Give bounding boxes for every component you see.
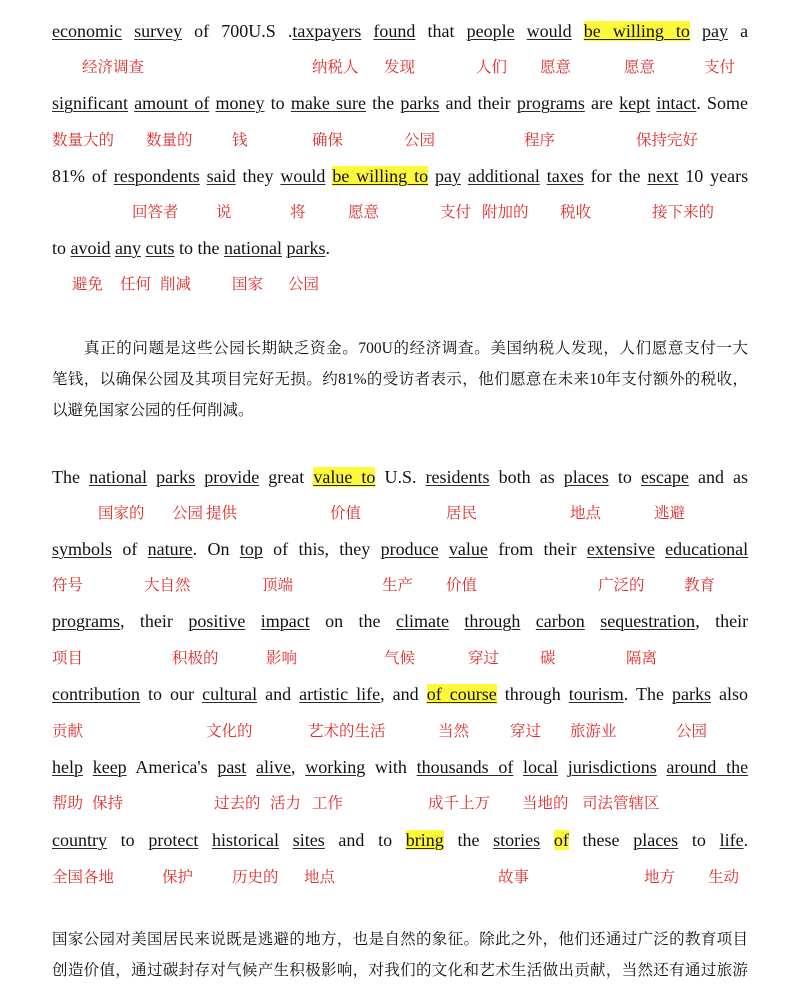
underlined-word: people <box>466 21 515 41</box>
underlined-word: help <box>52 757 83 777</box>
chinese-gloss: 文化的 <box>206 722 253 740</box>
chinese-gloss: 钱 <box>232 131 248 149</box>
underlined-word: protect <box>148 830 199 850</box>
text-run: . Some <box>696 93 748 113</box>
underlined-word: sequestration <box>600 611 696 631</box>
underlined-word: educational <box>665 539 749 559</box>
text-run: The <box>52 467 80 487</box>
underlined-word: local <box>523 757 558 777</box>
chinese-gloss: 工作 <box>312 794 344 812</box>
highlighted-phrase: of <box>553 830 569 850</box>
chinese-gloss: 居民 <box>446 504 478 522</box>
text-run: are <box>591 93 613 113</box>
underlined-word: next <box>647 166 679 186</box>
gloss-row <box>0 575 800 595</box>
chinese-gloss: 说 <box>216 203 232 221</box>
gloss-row <box>0 274 800 294</box>
underlined-word: respondents <box>113 166 200 186</box>
translation-line: 创造价值，通过碳封存对气候产生积极影响，对我们的文化和艺术生活做出贡献，当然还有通过旅游 <box>52 962 748 979</box>
underlined-word: cuts <box>145 238 175 258</box>
chinese-gloss: 程序 <box>524 131 556 149</box>
underlined-word: working <box>305 757 366 777</box>
chinese-gloss: 旅游业 <box>570 722 617 740</box>
chinese-gloss: 过去的 <box>214 794 261 812</box>
chinese-gloss: 司法管辖区 <box>582 794 660 812</box>
gloss-row <box>0 57 800 77</box>
text-run: the <box>372 93 395 113</box>
text-run: through <box>504 684 561 704</box>
chinese-gloss: 隔离 <box>626 649 658 667</box>
text-run: and as <box>697 467 749 487</box>
english-line <box>52 683 748 705</box>
underlined-word: would <box>526 21 572 41</box>
text-run: both as <box>498 467 555 487</box>
underlined-word: life <box>719 830 744 850</box>
underlined-word: residents <box>425 467 490 487</box>
underlined-word: places <box>563 467 609 487</box>
chinese-gloss: 碳 <box>540 649 556 667</box>
chinese-gloss: 数量的 <box>146 131 193 149</box>
underlined-word: tourism <box>568 684 624 704</box>
chinese-gloss: 价值 <box>330 504 362 522</box>
underlined-word: parks <box>156 467 196 487</box>
underlined-word: climate <box>395 611 449 631</box>
underlined-word: top <box>239 539 263 559</box>
text-run: 10 years <box>685 166 749 186</box>
underlined-word: national <box>224 238 282 258</box>
chinese-gloss: 地点 <box>304 868 336 886</box>
gloss-row <box>0 130 800 150</box>
gloss-row <box>0 648 800 668</box>
underlined-word: sites <box>292 830 325 850</box>
underlined-word: nature <box>147 539 193 559</box>
underlined-word: cultural <box>202 684 258 704</box>
underlined-word: would <box>280 166 326 186</box>
text-run: and their <box>445 93 511 113</box>
chinese-gloss: 保持 <box>92 794 124 812</box>
english-line <box>52 92 748 114</box>
underlined-word: keep <box>92 757 127 777</box>
text-run: on the <box>325 611 381 631</box>
english-line <box>52 165 748 187</box>
text-run: 81% of <box>52 166 107 186</box>
underlined-word: national <box>89 467 148 487</box>
underlined-word: economic <box>52 21 122 41</box>
chinese-gloss: 顶端 <box>262 576 294 594</box>
chinese-gloss: 国家的 <box>98 504 145 522</box>
chinese-gloss: 逃避 <box>654 504 686 522</box>
chinese-gloss: 纳税人 <box>312 58 359 76</box>
highlighted-phrase: value to <box>313 467 376 487</box>
chinese-gloss: 积极的 <box>172 649 219 667</box>
text-run: . <box>743 830 749 850</box>
text-run: a <box>740 21 749 41</box>
text-run: they <box>242 166 274 186</box>
text-run: to the <box>179 238 220 258</box>
highlighted-phrase: be willing to <box>332 166 429 186</box>
underlined-word: programs <box>52 611 120 631</box>
chinese-gloss: 地方 <box>644 868 676 886</box>
text-run: of 700U.S . <box>194 21 293 41</box>
chinese-gloss: 数量大的 <box>52 131 115 149</box>
underlined-word: past <box>217 757 247 777</box>
chinese-gloss: 历史的 <box>232 868 279 886</box>
text-run: America's <box>135 757 208 777</box>
chinese-gloss: 艺术的生活 <box>308 722 386 740</box>
underlined-word: programs <box>516 93 585 113</box>
underlined-word: additional <box>467 166 540 186</box>
chinese-gloss: 人们 <box>476 58 508 76</box>
english-line <box>52 466 748 488</box>
gloss-row <box>0 202 800 222</box>
underlined-word: pay <box>434 166 461 186</box>
chinese-gloss: 经济调查 <box>82 58 145 76</box>
text-run: , their <box>695 611 749 631</box>
gloss-row <box>0 867 800 887</box>
underlined-word: escape <box>640 467 689 487</box>
chinese-gloss: 愿意 <box>348 203 380 221</box>
underlined-word: alive <box>256 757 291 777</box>
chinese-gloss: 成千上万 <box>428 794 491 812</box>
text-run: U.S. <box>384 467 417 487</box>
underlined-word: symbols <box>52 539 113 559</box>
text-run: and <box>265 684 292 704</box>
underlined-word: around the <box>666 757 749 777</box>
underlined-word: pay <box>702 21 729 41</box>
underlined-word: taxes <box>546 166 584 186</box>
text-run: for the <box>590 166 641 186</box>
underlined-word: jurisdictions <box>567 757 657 777</box>
chinese-gloss: 符号 <box>52 576 84 594</box>
text-run: and to <box>338 830 393 850</box>
chinese-gloss: 愿意 <box>624 58 656 76</box>
english-line <box>52 610 748 632</box>
underlined-word: amount of <box>134 93 210 113</box>
chinese-gloss: 将 <box>290 203 306 221</box>
translation-line: 笔钱，以确保公园及其项目完好无损。约81%的受访者表示，他们愿意在未来10年支付额外的税收， <box>52 371 748 388</box>
text-run: the <box>457 830 480 850</box>
underlined-word: produce <box>380 539 439 559</box>
chinese-gloss: 公园 <box>676 722 708 740</box>
gloss-row <box>0 503 800 523</box>
chinese-gloss: 全国各地 <box>52 868 115 886</box>
text-run: to <box>617 467 632 487</box>
text-run: of this, they <box>273 539 371 559</box>
text-run: these <box>582 830 620 850</box>
text-run: to our <box>148 684 195 704</box>
underlined-word: extensive <box>586 539 655 559</box>
underlined-word: provide <box>204 467 260 487</box>
chinese-gloss: 贡献 <box>52 722 84 740</box>
underlined-word: through <box>464 611 521 631</box>
chinese-gloss: 气候 <box>384 649 416 667</box>
underlined-word: carbon <box>535 611 585 631</box>
text-run: to <box>120 830 135 850</box>
chinese-gloss: 接下来的 <box>652 203 715 221</box>
text-run: also <box>719 684 749 704</box>
underlined-word: any <box>115 238 142 258</box>
translation-line: 以避免国家公园的任何削减。 <box>52 402 254 419</box>
text-run: , <box>291 757 296 777</box>
chinese-gloss: 故事 <box>498 868 530 886</box>
text-run: , and <box>380 684 419 704</box>
highlighted-phrase: of course <box>426 684 497 704</box>
chinese-gloss: 当然 <box>438 722 470 740</box>
chinese-gloss: 保持完好 <box>636 131 699 149</box>
translation-line: 真正的问题是这些公园长期缺乏资金。700U的经济调查。美国纳税人发现，人们愿意支付一大 <box>84 340 748 357</box>
underlined-word: said <box>206 166 236 186</box>
chinese-gloss: 影响 <box>266 649 298 667</box>
text-run: to <box>691 830 706 850</box>
chinese-gloss: 支付 <box>704 58 736 76</box>
underlined-word: found <box>373 21 416 41</box>
chinese-gloss: 支付 <box>440 203 472 221</box>
chinese-gloss: 教育 <box>684 576 716 594</box>
underlined-word: avoid <box>70 238 111 258</box>
chinese-gloss: 税收 <box>560 203 592 221</box>
underlined-word: stories <box>493 830 541 850</box>
underlined-word: significant <box>52 93 128 113</box>
text-run: of <box>122 539 138 559</box>
text-run: that <box>427 21 455 41</box>
chinese-gloss: 项目 <box>52 649 84 667</box>
chinese-gloss: 广泛的 <box>598 576 645 594</box>
english-line <box>52 829 748 851</box>
underlined-word: artistic life <box>299 684 381 704</box>
chinese-gloss: 穿过 <box>468 649 500 667</box>
highlighted-phrase: be willing to <box>583 21 690 41</box>
underlined-word: kept <box>619 93 651 113</box>
text-run: with <box>374 757 407 777</box>
underlined-word: survey <box>134 21 183 41</box>
chinese-gloss: 确保 <box>312 131 344 149</box>
chinese-gloss: 公园 <box>288 275 320 293</box>
underlined-word: positive <box>188 611 246 631</box>
chinese-gloss: 任何 <box>120 275 152 293</box>
highlighted-phrase: bring <box>405 830 444 850</box>
text-run: , their <box>119 611 173 631</box>
underlined-word: parks <box>400 93 440 113</box>
chinese-gloss: 帮助 <box>52 794 84 812</box>
english-line <box>52 756 748 778</box>
chinese-gloss: 价值 <box>446 576 478 594</box>
text-run: . <box>325 238 330 258</box>
english-line <box>52 20 748 42</box>
text-run: great <box>268 467 305 487</box>
english-line <box>52 538 748 560</box>
underlined-word: historical <box>212 830 280 850</box>
chinese-gloss: 公园 <box>172 504 204 522</box>
chinese-gloss: 提供 <box>206 504 238 522</box>
chinese-gloss: 活力 <box>270 794 302 812</box>
text-run: to <box>270 93 285 113</box>
chinese-gloss: 保护 <box>162 868 194 886</box>
text-run: from their <box>498 539 577 559</box>
underlined-word: intact <box>656 93 697 113</box>
text-run: . The <box>623 684 664 704</box>
text-run: to <box>52 238 67 258</box>
underlined-word: parks <box>286 238 326 258</box>
chinese-gloss: 穿过 <box>510 722 542 740</box>
text-run: . On <box>192 539 230 559</box>
underlined-word: contribution <box>52 684 140 704</box>
underlined-word: places <box>633 830 679 850</box>
chinese-gloss: 发现 <box>384 58 416 76</box>
chinese-translation <box>52 333 748 426</box>
english-line <box>52 237 748 259</box>
chinese-gloss: 避免 <box>72 275 104 293</box>
chinese-gloss: 回答者 <box>132 203 179 221</box>
chinese-gloss: 地点 <box>570 504 602 522</box>
gloss-row <box>0 793 800 813</box>
underlined-word: taxpayers <box>292 21 362 41</box>
underlined-word: parks <box>672 684 711 704</box>
chinese-translation <box>52 924 748 986</box>
chinese-gloss: 大自然 <box>144 576 191 594</box>
underlined-word: thousands of <box>416 757 514 777</box>
chinese-gloss: 愿意 <box>540 58 572 76</box>
underlined-word: money <box>215 93 265 113</box>
chinese-gloss: 生产 <box>382 576 414 594</box>
chinese-gloss: 国家 <box>232 275 264 293</box>
chinese-gloss: 削减 <box>160 275 192 293</box>
underlined-word: value <box>448 539 488 559</box>
underlined-word: impact <box>260 611 310 631</box>
translation-line: 国家公园对美国居民来说既是逃避的地方，也是自然的象征。除此之外，他们还通过广泛的教育项目 <box>52 931 748 948</box>
underlined-word: make sure <box>290 93 366 113</box>
chinese-gloss: 当地的 <box>522 794 569 812</box>
chinese-gloss: 生动 <box>708 868 740 886</box>
underlined-word: country <box>52 830 107 850</box>
chinese-gloss: 公园 <box>404 131 436 149</box>
chinese-gloss: 附加的 <box>482 203 529 221</box>
gloss-row <box>0 721 800 741</box>
